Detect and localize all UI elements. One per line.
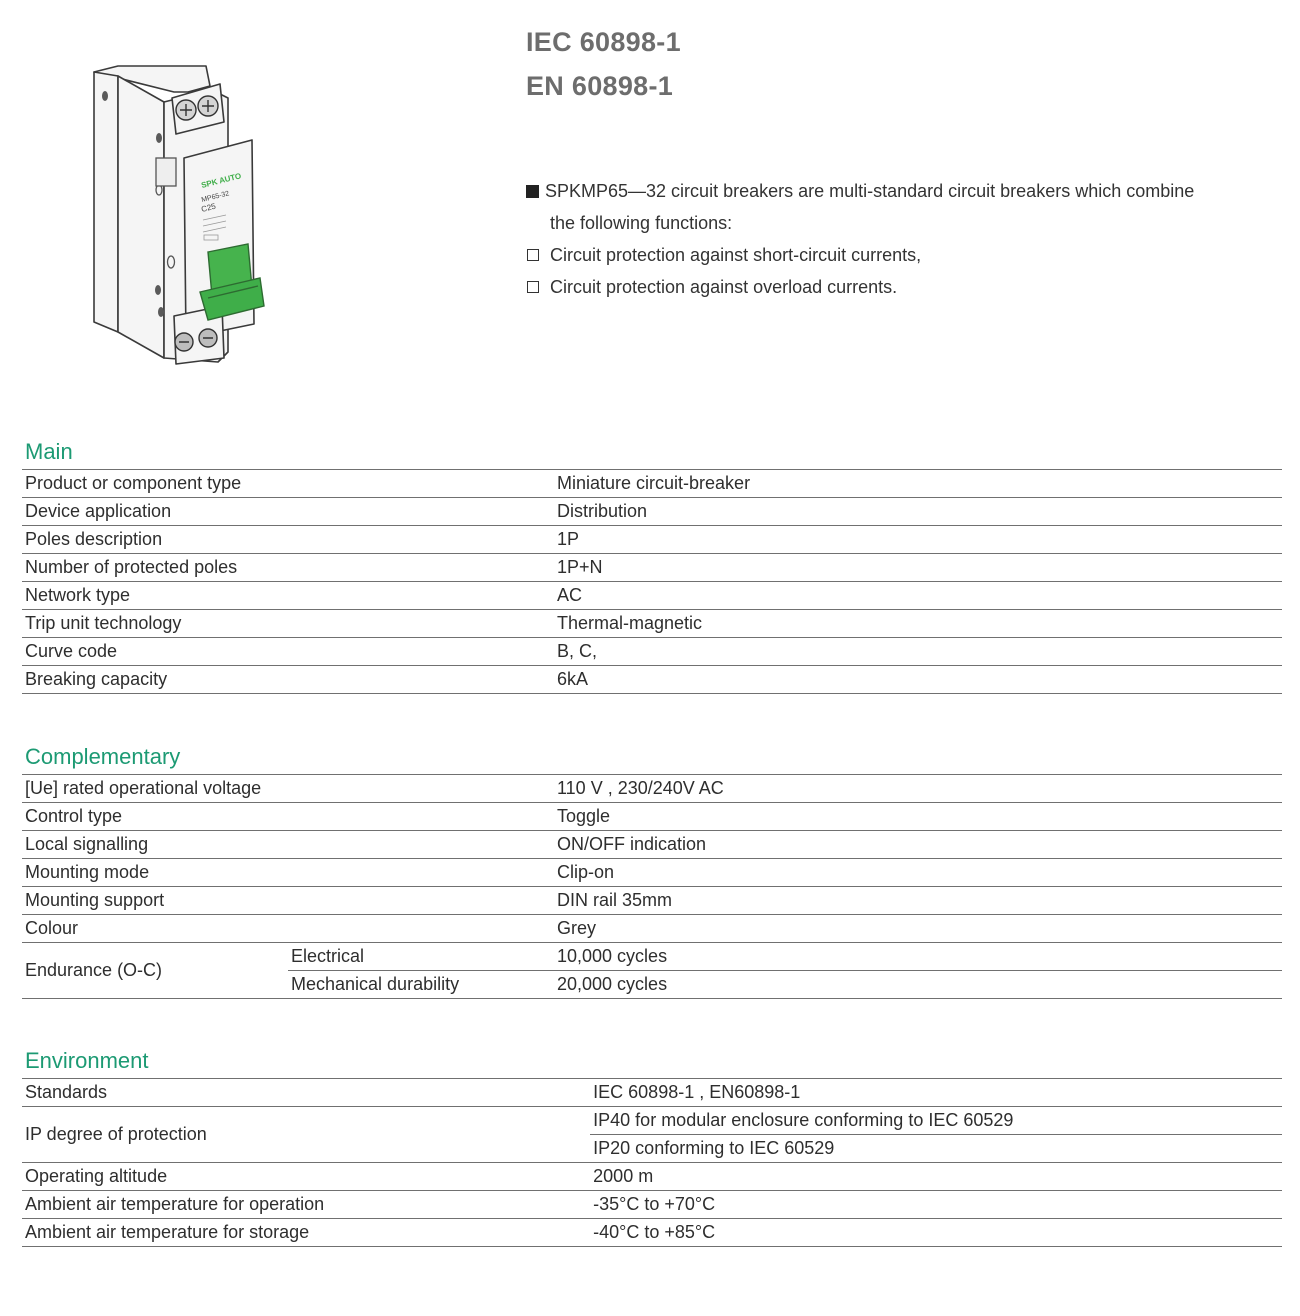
feature-intro-text: SPKMP65—32 circuit breakers are multi-standard circuit breakers which combine: [545, 181, 1195, 201]
section-title-complementary: Complementary: [25, 744, 181, 769]
spec-label: Breaking capacity: [22, 666, 288, 694]
spec-spacer: [324, 1163, 590, 1191]
section-title-environment: Environment: [25, 1048, 149, 1073]
feature-item-text: Circuit protection against overload currents.: [550, 277, 898, 297]
table-row: [22, 831, 1282, 859]
main-spec-table: [22, 469, 1282, 694]
spec-label: Local signalling: [22, 831, 288, 859]
spec-spacer: [288, 666, 554, 694]
spec-value: 2000 m: [590, 1163, 1282, 1191]
open-square-bullet-icon: [527, 281, 539, 293]
spec-value: 20,000 cycles: [554, 971, 1282, 999]
model-label: MP65-32: [200, 190, 231, 204]
brand-label: SPK AUTO: [200, 171, 243, 190]
spec-value: 6kA: [554, 666, 1282, 694]
spec-label: Mounting support: [22, 887, 288, 915]
open-square-bullet-icon: [527, 249, 539, 261]
spec-spacer: [288, 638, 554, 666]
spec-spacer: [288, 498, 554, 526]
spec-spacer: [288, 915, 554, 943]
spec-label: Poles description: [22, 526, 288, 554]
feature-intro-continued: the following functions:: [550, 213, 733, 233]
spec-spacer: [288, 859, 554, 887]
spec-value: DIN rail 35mm: [554, 887, 1282, 915]
spec-spacer: [324, 1107, 590, 1163]
spec-sublabel: Electrical: [288, 943, 554, 971]
spec-label: Curve code: [22, 638, 288, 666]
spec-label: Standards: [22, 1079, 324, 1107]
spec-spacer: [288, 775, 554, 803]
spec-value: Miniature circuit-breaker: [554, 470, 1282, 498]
spec-spacer: [288, 803, 554, 831]
spec-label: [Ue] rated operational voltage: [22, 775, 288, 803]
spec-label: Trip unit technology: [22, 610, 288, 638]
circuit-breaker-illustration: [88, 62, 268, 372]
table-row: [22, 666, 1282, 694]
spec-value: Thermal-magnetic: [554, 610, 1282, 638]
spec-value: 1P+N: [554, 554, 1282, 582]
spec-spacer: [324, 1079, 590, 1107]
spec-value: Toggle: [554, 803, 1282, 831]
spec-value: Grey: [554, 915, 1282, 943]
spec-value: Distribution: [554, 498, 1282, 526]
spec-label: Endurance (O-C): [22, 943, 288, 999]
table-row: [22, 582, 1282, 610]
spec-label: Colour: [22, 915, 288, 943]
table-row: [22, 638, 1282, 666]
spec-sublabel: Mechanical durability: [288, 971, 554, 999]
table-row: [22, 498, 1282, 526]
table-row: [22, 775, 1282, 803]
spec-label: Device application: [22, 498, 288, 526]
spec-value: 1P: [554, 526, 1282, 554]
spec-value: IP40 for modular enclosure conforming to IEC 60529: [590, 1107, 1282, 1135]
feature-item-text: Circuit protection against short-circuit currents,: [550, 245, 922, 265]
spec-value: B, C,: [554, 638, 1282, 666]
standard-en: EN 60898-1: [526, 71, 674, 101]
environment-spec-table: [22, 1078, 1282, 1247]
spec-label: Ambient air temperature for storage: [22, 1219, 324, 1247]
feature-item: [526, 239, 1266, 271]
spec-spacer: [288, 610, 554, 638]
standard-iec: IEC 60898-1: [526, 27, 681, 57]
table-row: [22, 943, 1282, 971]
table-row: [22, 1079, 1282, 1107]
spec-label: Operating altitude: [22, 1163, 324, 1191]
feature-item: [526, 271, 1266, 303]
table-row: [22, 915, 1282, 943]
spec-label: Product or component type: [22, 470, 288, 498]
complementary-spec-table: [22, 774, 1282, 999]
table-row: [22, 1219, 1282, 1247]
spec-label: Network type: [22, 582, 288, 610]
spec-spacer: [288, 526, 554, 554]
spec-spacer: [324, 1219, 590, 1247]
table-row: [22, 526, 1282, 554]
spec-label: Control type: [22, 803, 288, 831]
spec-value: IEC 60898-1 , EN60898-1: [590, 1079, 1282, 1107]
table-row: [22, 1191, 1282, 1219]
spec-value: 10,000 cycles: [554, 943, 1282, 971]
spec-label: IP degree of protection: [22, 1107, 324, 1163]
spec-value: -40°C to +85°C: [590, 1219, 1282, 1247]
standards-heading: [526, 20, 681, 108]
spec-spacer: [288, 470, 554, 498]
spec-spacer: [288, 887, 554, 915]
table-row: [22, 470, 1282, 498]
table-row: [22, 1163, 1282, 1191]
spec-spacer: [324, 1191, 590, 1219]
table-row: [22, 859, 1282, 887]
spec-value: 110 V , 230/240V AC: [554, 775, 1282, 803]
table-row: [22, 887, 1282, 915]
spec-value: ON/OFF indication: [554, 831, 1282, 859]
table-row: [22, 610, 1282, 638]
feature-list: [526, 175, 1266, 303]
spec-label: Ambient air temperature for operation: [22, 1191, 324, 1219]
spec-label: Mounting mode: [22, 859, 288, 887]
section-title-main: Main: [25, 439, 73, 464]
feature-intro: [526, 175, 1266, 207]
spec-value: AC: [554, 582, 1282, 610]
rating-label: C25: [200, 201, 217, 214]
spec-value: -35°C to +70°C: [590, 1191, 1282, 1219]
circuit-breaker-image: [88, 62, 268, 372]
spec-value: IP20 conforming to IEC 60529: [590, 1135, 1282, 1163]
table-row: [22, 554, 1282, 582]
spec-spacer: [288, 831, 554, 859]
table-row: [22, 803, 1282, 831]
spec-spacer: [288, 582, 554, 610]
spec-spacer: [288, 554, 554, 582]
spec-value: Clip-on: [554, 859, 1282, 887]
spec-label: Number of protected poles: [22, 554, 288, 582]
filled-square-bullet-icon: [526, 185, 539, 198]
table-row: [22, 1107, 1282, 1135]
